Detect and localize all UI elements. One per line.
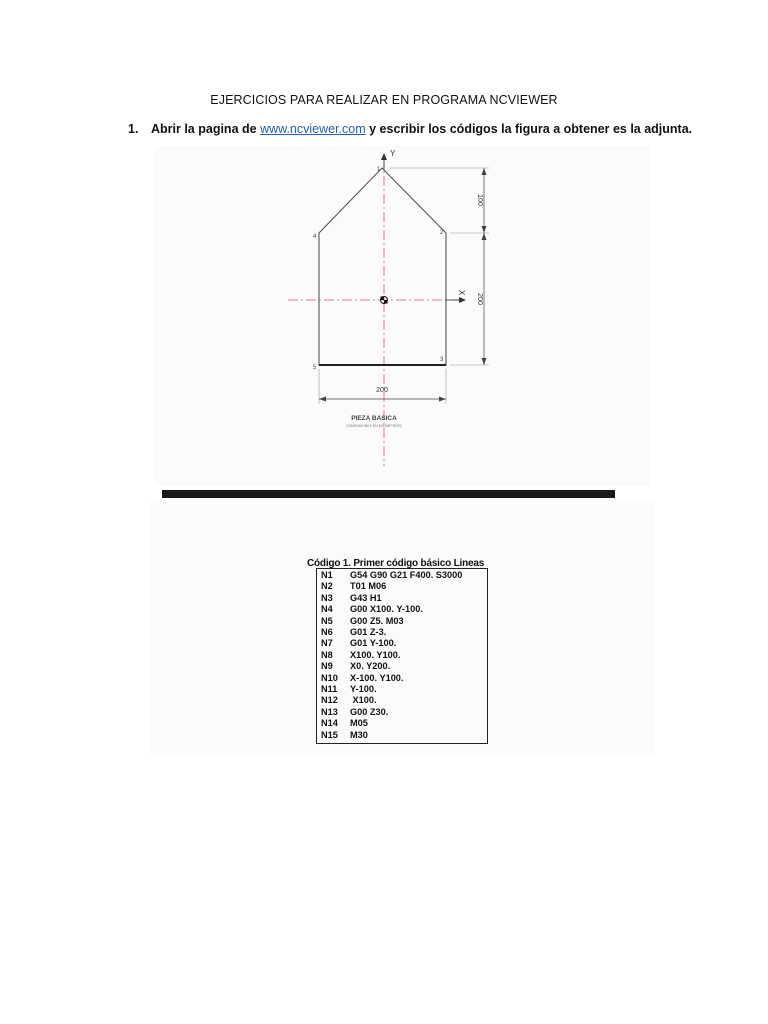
code-line-number: N15 xyxy=(321,729,338,740)
vertex-label-2: 2 xyxy=(440,230,444,236)
technical-drawing xyxy=(155,146,650,486)
code-line-command: G00 Z30. xyxy=(350,706,389,717)
vertex-label-1: 1 xyxy=(377,167,381,173)
vertex-label-4: 4 xyxy=(313,234,317,240)
code-line xyxy=(321,604,487,615)
code-line xyxy=(321,718,487,729)
code-line-number: N12 xyxy=(321,695,338,706)
code-line-command: Y-100. xyxy=(350,684,377,695)
code-line xyxy=(321,684,487,695)
vertex-label-3: 3 xyxy=(440,357,444,363)
code-line-command: G00 Z5. M03 xyxy=(350,615,404,626)
y-axis-label: Y xyxy=(390,149,396,158)
dim-label-200-vertical: 200 xyxy=(476,293,483,305)
code-line-command: G01 Z-3. xyxy=(350,627,387,638)
dim-label-200-horizontal: 200 xyxy=(376,387,388,394)
code-line-command: X100. Y100. xyxy=(350,649,401,660)
code-line xyxy=(321,707,487,718)
code-line-command: X100. xyxy=(350,695,377,706)
code-line-command: G54 G90 G21 F400. S3000 xyxy=(350,570,463,580)
vertex-label-5: 5 xyxy=(313,365,317,371)
code-line xyxy=(321,627,487,638)
code-line-command: G43 H1 xyxy=(350,592,382,603)
code-line-command: T01 M06 xyxy=(350,581,387,592)
part-outline xyxy=(319,168,446,365)
separator-bar xyxy=(162,490,615,498)
drawing-caption: PIEZA BASICA xyxy=(351,415,397,422)
code-line-number: N3 xyxy=(321,592,333,603)
code-line-number: N14 xyxy=(321,718,338,729)
code-line-number: N1 xyxy=(321,570,333,580)
code-caption: Código 1. Primer código básico Lineas xyxy=(307,558,485,569)
code-line xyxy=(321,570,487,581)
dim-label-100: 100 xyxy=(476,194,483,206)
code-table xyxy=(316,568,488,744)
code-line-number: N6 xyxy=(321,627,333,638)
code-line-number: N4 xyxy=(321,604,333,615)
x-axis-label: X xyxy=(457,290,466,296)
code-line xyxy=(321,730,487,741)
code-line xyxy=(321,593,487,604)
drawing-svg xyxy=(155,146,650,486)
code-line-command: G00 X100. Y-100. xyxy=(350,604,423,615)
code-line-command: X0. Y200. xyxy=(350,661,391,672)
code-line xyxy=(321,581,487,592)
drawing-subcaption: (DIMENSIONES EN MILIMETROS) xyxy=(346,424,402,428)
code-line-command: M05 xyxy=(350,718,368,729)
code-line-number: N8 xyxy=(321,649,333,660)
code-line-number: N9 xyxy=(321,661,333,672)
code-line xyxy=(321,616,487,627)
code-line-command: G01 Y-100. xyxy=(350,638,397,649)
code-line xyxy=(321,695,487,706)
item-number: 1. xyxy=(128,122,139,136)
code-line xyxy=(321,638,487,649)
x-axis-arrowhead xyxy=(459,297,466,303)
page-title: EJERCICIOS PARA REALIZAR EN PROGRAMA NCVIEWER xyxy=(210,93,558,107)
code-line-number: N10 xyxy=(321,672,338,683)
code-line xyxy=(321,673,487,684)
code-line xyxy=(321,661,487,672)
code-line-number: N11 xyxy=(321,684,338,695)
item-text-before: Abrir la pagina de xyxy=(151,122,261,136)
item-text-after: y escribir los códigos la figura a obtener es la adjunta. xyxy=(365,122,693,136)
exercise-item-1 xyxy=(128,122,692,136)
code-line xyxy=(321,650,487,661)
code-line-number: N2 xyxy=(321,581,333,592)
code-line-command: X-100. Y100. xyxy=(350,672,404,683)
origin-marker xyxy=(381,297,388,304)
code-line-number: N13 xyxy=(321,706,338,717)
code-line-command: M30 xyxy=(350,729,368,740)
code-line-number: N5 xyxy=(321,615,333,626)
code-line-number: N7 xyxy=(321,638,333,649)
ncviewer-link[interactable]: www.ncviewer.com xyxy=(260,122,366,136)
y-axis-arrowhead xyxy=(381,153,387,160)
